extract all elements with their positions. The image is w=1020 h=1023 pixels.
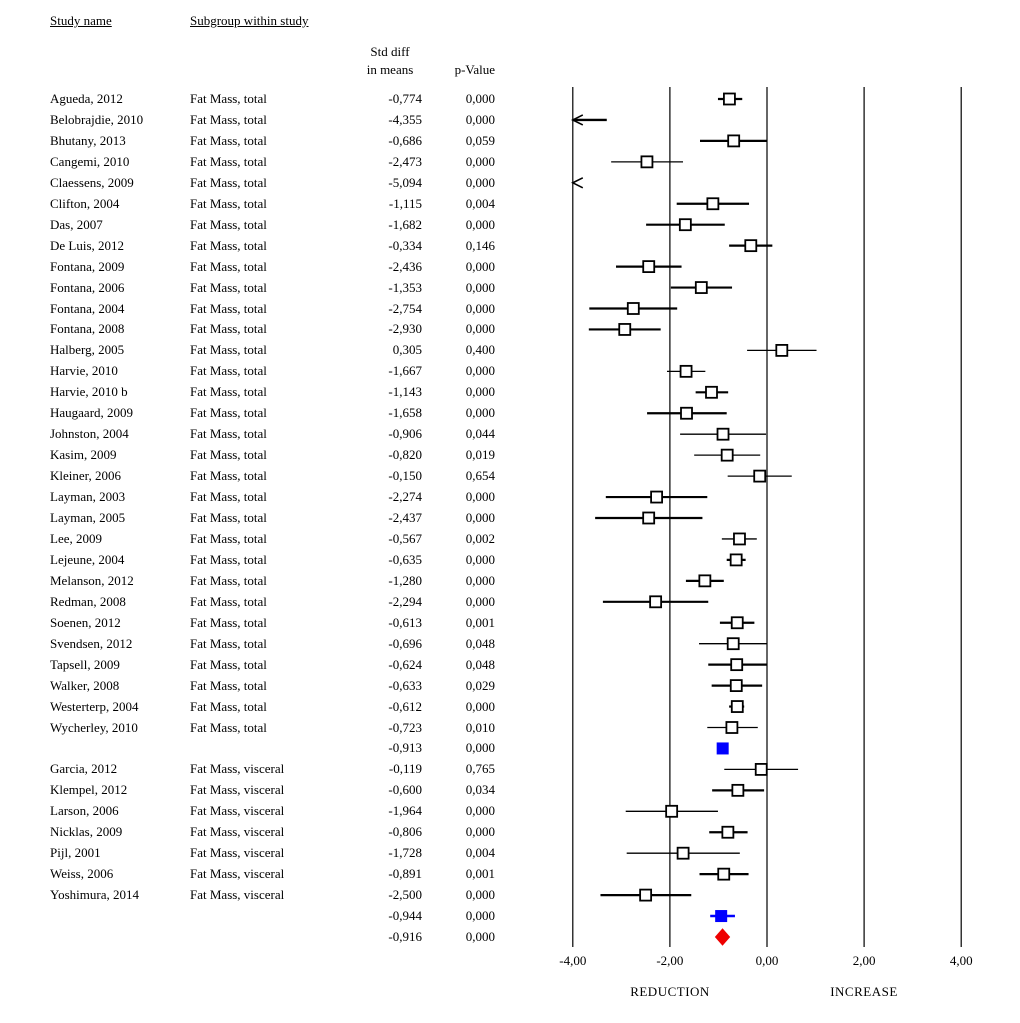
- subgroup-cell: Fat Mass, total: [190, 111, 267, 127]
- subgroup-cell: Fat Mass, visceral: [190, 761, 285, 777]
- std-diff-value-cell: -1,115: [388, 195, 422, 211]
- p-value-cell: 0,048: [465, 635, 495, 651]
- effect-square: [728, 135, 739, 146]
- column-header-study-name: Study name: [50, 13, 112, 28]
- study-name-cell: Haugaard, 2009: [50, 405, 134, 421]
- study-name-cell: Johnston, 2004: [50, 426, 129, 442]
- subgroup-cell: Fat Mass, total: [190, 426, 267, 442]
- p-value-cell: 0,000: [465, 593, 495, 609]
- study-name-cell: Belobrajdie, 2010: [50, 111, 144, 127]
- subgroup-cell: Fat Mass, total: [190, 342, 267, 358]
- effect-square: [707, 198, 718, 209]
- p-value-cell: 0,000: [465, 174, 495, 190]
- axis-tick-label: 2,00: [852, 953, 876, 968]
- study-name-cell: Halberg, 2005: [50, 342, 125, 358]
- p-value-cell: 0,000: [465, 153, 495, 169]
- study-name-cell: Svendsen, 2012: [50, 635, 133, 651]
- subtotal-square: [717, 742, 729, 754]
- effect-square: [732, 785, 743, 796]
- p-value-cell: 0,059: [465, 132, 495, 148]
- std-diff-value-cell: -2,500: [388, 887, 422, 903]
- axis-tick-label: 4,00: [949, 953, 973, 968]
- effect-square: [651, 492, 662, 503]
- p-value-cell: 0,000: [465, 363, 495, 379]
- effect-square: [724, 94, 735, 105]
- subgroup-cell: Fat Mass, total: [190, 635, 267, 651]
- std-diff-value-cell: -0,567: [388, 530, 422, 546]
- subgroup-cell: Fat Mass, visceral: [190, 803, 285, 819]
- p-value-cell: 0,000: [465, 91, 495, 106]
- study-name-cell: Fontana, 2006: [50, 279, 125, 295]
- study-name-cell: Tapsell, 2009: [50, 656, 120, 672]
- p-value-cell: 0,765: [465, 761, 495, 777]
- p-value-cell: 0,001: [465, 614, 495, 630]
- column-header-p-value: p-Value: [454, 62, 495, 77]
- std-diff-value-cell: -2,473: [388, 153, 422, 169]
- effect-square: [706, 387, 717, 398]
- subgroup-cell: Fat Mass, total: [190, 551, 267, 567]
- effect-square: [756, 764, 767, 775]
- std-diff-value-cell: -0,906: [388, 426, 422, 442]
- overall-diamond: [716, 929, 730, 945]
- effect-square: [699, 575, 710, 586]
- effect-square: [696, 282, 707, 293]
- p-value-cell: 0,146: [465, 237, 495, 253]
- p-value-cell: 0,000: [465, 551, 495, 567]
- std-diff-value-cell: -2,274: [388, 489, 422, 505]
- column-header-std-diff-line2: in means: [366, 62, 414, 77]
- std-diff-value-cell: -0,600: [388, 782, 422, 798]
- subgroup-cell: Fat Mass, total: [190, 656, 267, 672]
- std-diff-value-cell: -2,437: [388, 510, 422, 525]
- subgroup-cell: Fat Mass, total: [190, 216, 267, 232]
- study-name-cell: Bhutany, 2013: [50, 132, 126, 148]
- effect-square: [650, 596, 661, 607]
- study-name-cell: Clifton, 2004: [50, 195, 120, 211]
- subgroup-cell: Fat Mass, total: [190, 195, 267, 211]
- effect-square: [734, 533, 745, 544]
- p-value-cell: 0,000: [465, 279, 495, 295]
- effect-square: [643, 513, 654, 524]
- std-diff-value-cell: -1,658: [388, 405, 422, 421]
- p-value-cell: 0,029: [465, 677, 495, 693]
- effect-square: [681, 366, 692, 377]
- std-diff-value-cell: -1,964: [388, 803, 422, 819]
- p-value-cell: 0,000: [465, 510, 495, 525]
- study-name-cell: Claessens, 2009: [50, 174, 134, 190]
- subgroup-cell: Fat Mass, total: [190, 593, 267, 609]
- effect-square: [680, 219, 691, 230]
- effect-square: [776, 345, 787, 356]
- std-diff-value-cell: -4,355: [388, 111, 422, 127]
- p-value-cell: 0,002: [465, 530, 495, 546]
- subgroup-cell: Fat Mass, total: [190, 530, 267, 546]
- subtotal-square: [715, 910, 727, 922]
- effect-square: [718, 869, 729, 880]
- p-value-cell: 0,001: [465, 866, 495, 882]
- effect-square: [628, 303, 639, 314]
- p-value-cell: 0,000: [465, 216, 495, 232]
- effect-square: [731, 659, 742, 670]
- p-value-cell: 0,000: [465, 887, 495, 903]
- p-value-cell: 0,000: [465, 384, 495, 400]
- std-diff-value-cell: -0,806: [388, 824, 422, 840]
- std-diff-value-cell: -2,436: [388, 258, 422, 274]
- study-name-cell: Weiss, 2006: [50, 866, 114, 882]
- effect-square: [718, 429, 729, 440]
- column-header-std-diff-line1: Std diff: [370, 44, 410, 59]
- study-name-cell: Kleiner, 2006: [50, 468, 121, 484]
- study-name-cell: Layman, 2005: [50, 510, 126, 525]
- subgroup-cell: Fat Mass, total: [190, 677, 267, 693]
- p-value-cell: 0,004: [465, 195, 495, 211]
- std-diff-value-cell: -1,682: [388, 216, 422, 232]
- axis-direction-label-increase: INCREASE: [830, 984, 898, 999]
- subgroup-cell: Fat Mass, visceral: [190, 887, 285, 903]
- offscale-left-arrow: [573, 178, 583, 188]
- study-name-cell: Soenen, 2012: [50, 614, 121, 630]
- subgroup-cell: Fat Mass, total: [190, 363, 267, 379]
- std-diff-value-cell: -0,891: [388, 866, 422, 882]
- subgroup-cell: Fat Mass, total: [190, 321, 267, 337]
- p-value-cell: 0,000: [465, 405, 495, 421]
- column-header-subgroup: Subgroup within study: [190, 13, 309, 28]
- p-value-cell: 0,000: [465, 111, 495, 127]
- subgroup-cell: Fat Mass, total: [190, 698, 267, 714]
- p-value-cell: 0,010: [465, 719, 495, 735]
- effect-square: [681, 408, 692, 419]
- subgroup-cell: Fat Mass, total: [190, 279, 267, 295]
- study-name-cell: Cangemi, 2010: [50, 153, 130, 169]
- std-diff-value-cell: -1,280: [388, 572, 422, 588]
- p-value-cell: 0,000: [465, 824, 495, 840]
- study-name-cell: Melanson, 2012: [50, 572, 134, 588]
- study-name-cell: Larson, 2006: [50, 803, 119, 819]
- subgroup-cell: Fat Mass, total: [190, 614, 267, 630]
- study-name-cell: Lejeune, 2004: [50, 551, 125, 567]
- std-diff-value-cell: -0,612: [388, 698, 422, 714]
- std-diff-value-cell: -1,353: [388, 279, 422, 295]
- p-value-cell: 0,000: [465, 572, 495, 588]
- effect-square: [643, 261, 654, 272]
- subgroup-cell: Fat Mass, total: [190, 153, 267, 169]
- effect-square: [726, 722, 737, 733]
- std-diff-value-cell: -0,334: [388, 237, 422, 253]
- p-value-cell: 0,004: [465, 845, 495, 861]
- p-value-cell: 0,000: [465, 908, 495, 924]
- std-diff-value-cell: -0,633: [388, 677, 422, 693]
- std-diff-value-cell: -5,094: [388, 174, 422, 190]
- std-diff-value-cell: -1,728: [388, 845, 422, 861]
- std-diff-value-cell: -2,294: [388, 593, 422, 609]
- std-diff-value-cell: -0,686: [388, 132, 422, 148]
- subgroup-cell: Fat Mass, total: [190, 447, 267, 463]
- std-diff-value-cell: 0,305: [392, 342, 422, 358]
- study-name-cell: Lee, 2009: [50, 530, 102, 546]
- subgroup-cell: Fat Mass, total: [190, 572, 267, 588]
- study-name-cell: Redman, 2008: [50, 593, 126, 609]
- effect-square: [641, 156, 652, 167]
- effect-square: [666, 806, 677, 817]
- std-diff-value-cell: -2,754: [388, 300, 422, 316]
- subgroup-cell: Fat Mass, total: [190, 174, 267, 190]
- std-diff-value-cell: -1,143: [388, 384, 422, 400]
- std-diff-value-cell: -0,723: [388, 719, 422, 735]
- effect-square: [722, 827, 733, 838]
- subgroup-cell: Fat Mass, total: [190, 91, 267, 106]
- p-value-cell: 0,000: [465, 803, 495, 819]
- p-value-cell: 0,044: [465, 426, 495, 442]
- axis-tick-label: -4,00: [559, 953, 587, 968]
- subgroup-cell: Fat Mass, visceral: [190, 824, 285, 840]
- p-value-cell: 0,048: [465, 656, 495, 672]
- subgroup-cell: Fat Mass, total: [190, 489, 267, 505]
- effect-square: [678, 848, 689, 859]
- study-name-cell: Kasim, 2009: [50, 447, 117, 463]
- p-value-cell: 0,000: [465, 300, 495, 316]
- study-name-cell: Harvie, 2010 b: [50, 384, 128, 400]
- study-name-cell: Layman, 2003: [50, 489, 126, 505]
- axis-tick-label: -2,00: [656, 953, 684, 968]
- p-value-cell: 0,654: [465, 468, 495, 484]
- p-value-cell: 0,000: [465, 321, 495, 337]
- effect-square: [728, 638, 739, 649]
- std-diff-value-cell: -0,635: [388, 551, 422, 567]
- effect-square: [731, 554, 742, 565]
- study-name-cell: De Luis, 2012: [50, 237, 125, 253]
- std-diff-value-cell: -0,820: [388, 447, 422, 463]
- effect-square: [745, 240, 756, 251]
- study-name-cell: Yoshimura, 2014: [50, 887, 139, 903]
- effect-square: [732, 617, 743, 628]
- study-name-cell: Harvie, 2010: [50, 363, 118, 379]
- effect-square: [754, 471, 765, 482]
- std-diff-value-cell: -0,696: [388, 635, 422, 651]
- study-name-cell: Klempel, 2012: [50, 782, 128, 798]
- study-name-cell: Westerterp, 2004: [50, 698, 139, 714]
- study-name-cell: Wycherley, 2010: [50, 719, 138, 735]
- subgroup-cell: Fat Mass, visceral: [190, 845, 285, 861]
- axis-tick-label: 0,00: [755, 953, 779, 968]
- std-diff-value-cell: -1,667: [388, 363, 422, 379]
- study-name-cell: Garcia, 2012: [50, 761, 118, 777]
- p-value-cell: 0,000: [465, 929, 495, 944]
- std-diff-value-cell: -0,119: [388, 761, 422, 777]
- std-diff-value-cell: -0,613: [388, 614, 422, 630]
- subgroup-cell: Fat Mass, total: [190, 510, 267, 525]
- study-name-cell: Fontana, 2004: [50, 300, 125, 316]
- p-value-cell: 0,400: [465, 342, 495, 358]
- p-value-cell: 0,000: [465, 258, 495, 274]
- study-name-cell: Pijl, 2001: [50, 845, 101, 861]
- study-name-cell: Fontana, 2009: [50, 258, 125, 274]
- study-name-cell: Fontana, 2008: [50, 321, 125, 337]
- effect-square: [640, 890, 651, 901]
- std-diff-value-cell: -0,774: [388, 91, 422, 106]
- std-diff-value-cell: -0,624: [388, 656, 422, 672]
- subgroup-cell: Fat Mass, total: [190, 132, 267, 148]
- std-diff-value-cell: -0,916: [388, 929, 422, 944]
- std-diff-value-cell: -0,944: [388, 908, 422, 924]
- effect-square: [732, 701, 743, 712]
- subgroup-cell: Fat Mass, visceral: [190, 866, 285, 882]
- std-diff-value-cell: -0,150: [388, 468, 422, 484]
- subgroup-cell: Fat Mass, total: [190, 719, 267, 735]
- subgroup-cell: Fat Mass, visceral: [190, 782, 285, 798]
- p-value-cell: 0,000: [465, 698, 495, 714]
- subgroup-cell: Fat Mass, total: [190, 237, 267, 253]
- effect-square: [619, 324, 630, 335]
- p-value-cell: 0,034: [465, 782, 495, 798]
- study-name-cell: Agueda, 2012: [50, 91, 123, 106]
- study-name-cell: Walker, 2008: [50, 677, 120, 693]
- study-name-cell: Das, 2007: [50, 216, 103, 232]
- axis-direction-label-reduction: REDUCTION: [630, 984, 710, 999]
- subgroup-cell: Fat Mass, total: [190, 405, 267, 421]
- effect-square: [731, 680, 742, 691]
- subgroup-cell: Fat Mass, total: [190, 384, 267, 400]
- std-diff-value-cell: -2,930: [388, 321, 422, 337]
- p-value-cell: 0,000: [465, 740, 495, 756]
- subgroup-cell: Fat Mass, total: [190, 300, 267, 316]
- subgroup-cell: Fat Mass, total: [190, 468, 267, 484]
- p-value-cell: 0,000: [465, 489, 495, 505]
- subgroup-cell: Fat Mass, total: [190, 258, 267, 274]
- std-diff-value-cell: -0,913: [388, 740, 422, 756]
- study-name-cell: Nicklas, 2009: [50, 824, 123, 840]
- effect-square: [722, 450, 733, 461]
- p-value-cell: 0,019: [465, 447, 495, 463]
